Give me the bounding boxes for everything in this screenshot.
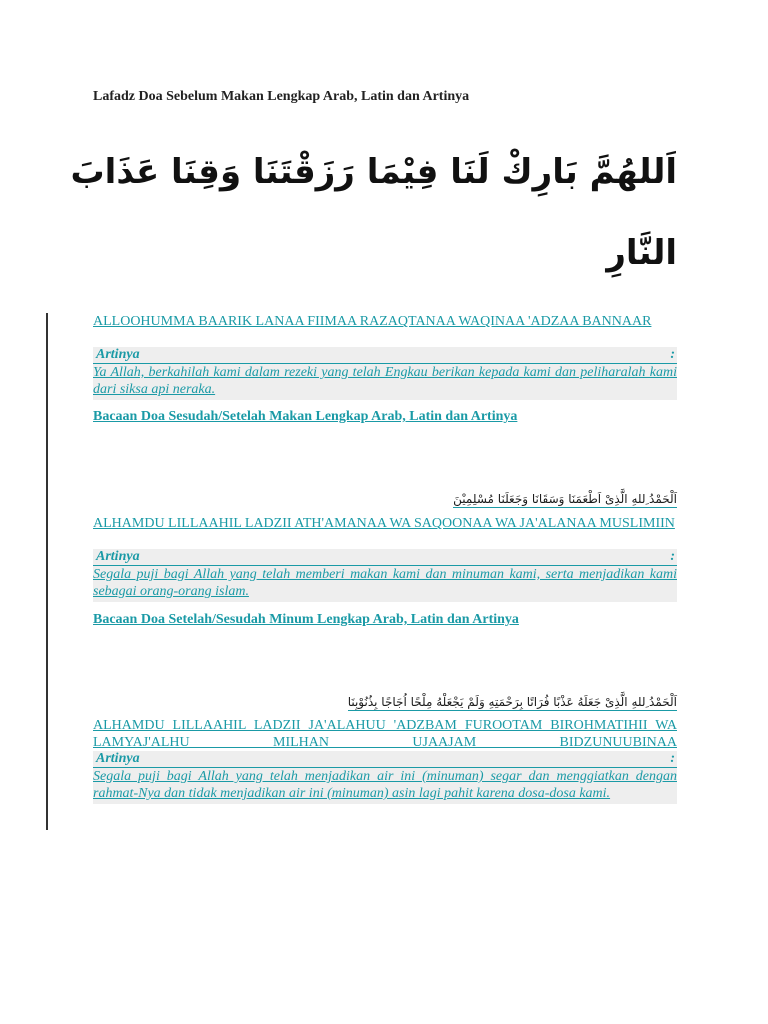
doa3-meaning-box <box>93 751 677 804</box>
doa1-artinya-colon: : <box>670 347 675 362</box>
doa1-meaning[interactable]: Ya Allah, berkahilah kami dalam rezeki yang telah Engkau berikan kepada kami dan peliharalah kami dari siksa api neraka. <box>93 365 677 397</box>
doa3-artinya-row <box>93 751 677 768</box>
doa1-artinya-row <box>93 347 677 364</box>
doa2-arabic <box>93 492 677 506</box>
doa1-arabic-line2: النَّارِ <box>606 233 677 273</box>
doa1-arabic-line1: اَللهُمَّ بَارِكْ لَنَا فِيْمَا رَزَقْتَنَا وَقِنَا عَذَابَ <box>70 152 677 192</box>
doa1-artinya-label[interactable]: Artinya <box>96 347 140 362</box>
doa3-latin[interactable]: ALHAMDU LILLAAHIL LADZII JA'ALAHUU 'ADZBAM FUROOTAM BIROHMATIHII WA LAMYAJ'ALHU MILHAN UJAAJAM BIDZUNUUBINAA <box>93 718 677 750</box>
doa2-artinya-colon: : <box>670 549 675 564</box>
doa2-meaning-box <box>93 549 677 602</box>
doa2-artinya-label[interactable]: Artinya <box>96 549 140 564</box>
doa3-artinya-label[interactable]: Artinya <box>96 751 140 766</box>
doa3-arabic <box>93 695 677 709</box>
doa1-latin[interactable]: ALLOOHUMMA BAARIK LANAA FIIMAA RAZAQTANAA WAQINAA 'ADZAA BANNAAR <box>93 314 652 329</box>
doa1-meaning-box <box>93 347 677 400</box>
doa2-latin[interactable]: ALHAMDU LILLAAHIL LADZII ATH'AMANAA WA SAQOONAA WA JA'ALANAA MUSLIMIIN <box>93 516 675 531</box>
heading-doa-sesudah-makan[interactable]: Bacaan Doa Sesudah/Setelah Makan Lengkap Arab, Latin dan Artinya <box>93 409 518 424</box>
doa2-artinya-row <box>93 549 677 566</box>
doa3-artinya-colon: : <box>670 751 675 766</box>
heading-doa-sesudah-minum[interactable]: Bacaan Doa Setelah/Sesudah Minum Lengkap Arab, Latin dan Artinya <box>93 612 519 627</box>
doa2-meaning[interactable]: Segala puji bagi Allah yang telah memberi makan kami dan minuman kami, serta menjadikan kami sebagai orang-orang islam. <box>93 567 677 599</box>
doa2-arabic-text: اَلْحَمْدُ ِللهِ الَّذِىْ اَطْعَمَنَا وَسَقَانَا وَجَعَلَنَا مُسْلِمِيْنَ <box>453 492 677 506</box>
left-margin-line <box>46 313 48 830</box>
page-title: Lafadz Doa Sebelum Makan Lengkap Arab, Latin dan Artinya <box>93 89 470 104</box>
doa3-arabic-text: اَلْحَمْدُ ِللهِ الَّذِىْ جَعَلَهُ عَذْبًا فُرَاتًا بِرَحْمَتِهِ وَلَمْ يَجْعَلْهُ مِلْحًا اُجَاجًا بِذُنُوْبِنَا <box>347 695 677 709</box>
doa3-meaning[interactable]: Segala puji bagi Allah yang telah menjadikan air ini (minuman) segar dan menggiatkan dengan rahmat-Nya dan tidak menjadikan air ini (minuman) asin lagi pahit karena dosa-dosa kami. <box>93 769 677 801</box>
